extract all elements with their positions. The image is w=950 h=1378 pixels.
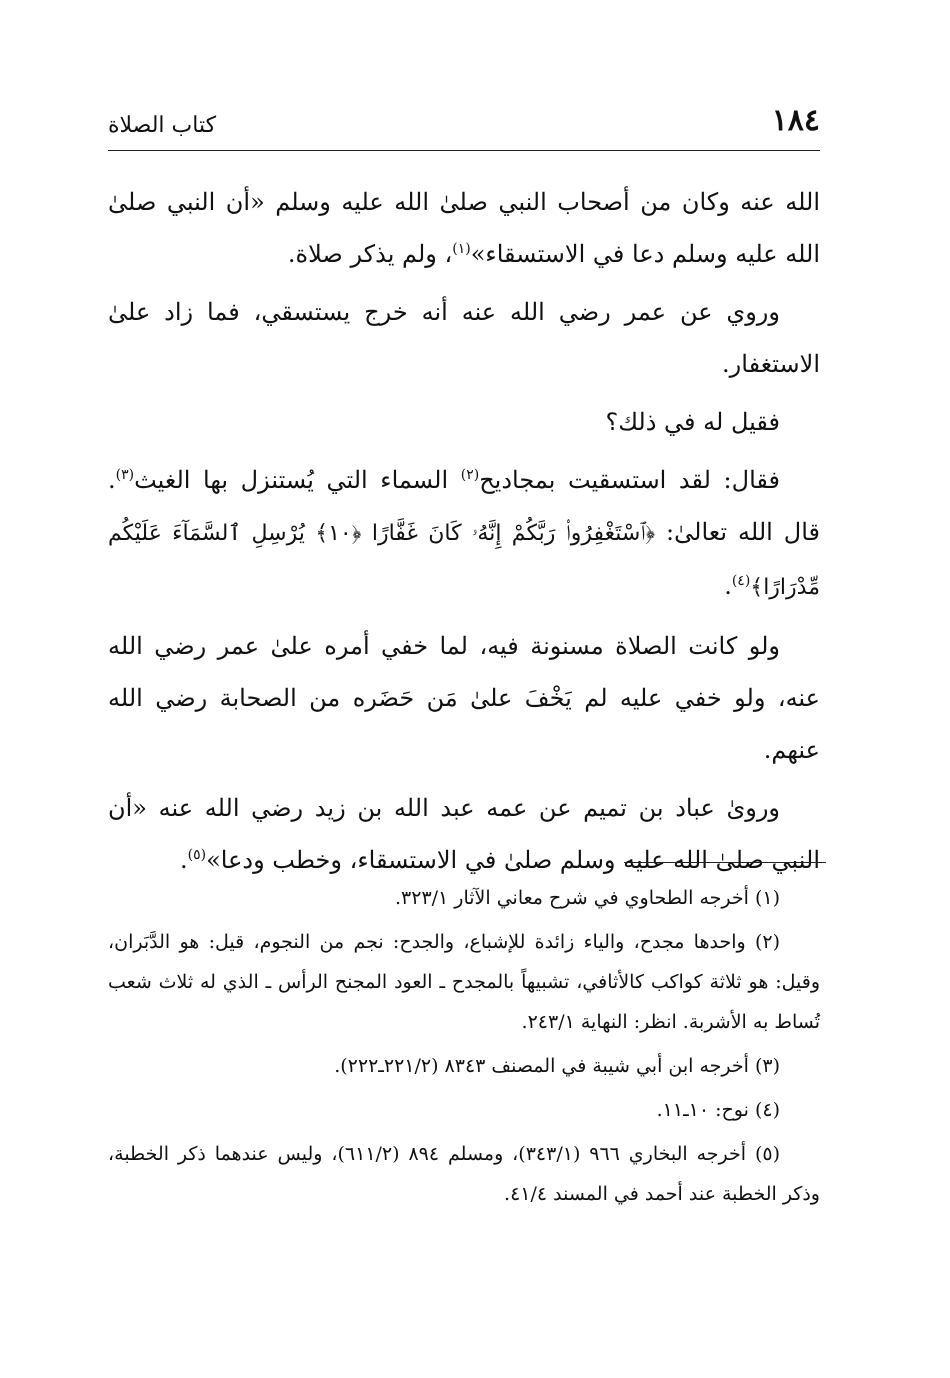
footnote-ref-2: (٢) (460, 467, 480, 483)
footnote-separator (624, 862, 826, 863)
footnote-2: (٢) واحدها مجدح، والياء زائدة للإشباع، والجدح: نجم من النجوم، قيل: هو الدَّبَران، وقيل: هو ثلاثة كواكب كالأثافي، تشبيهاً بالمجدح ـ العود المجنح الرأس ـ الذي له ثلاث شعب تُساط به الأشربة. انظر: النهاية ٢٤٣/١. (108, 931, 820, 1033)
footnote-ref-5: (٥) (187, 847, 207, 863)
footnotes (108, 878, 820, 1218)
paragraph-2: وروي عن عمر رضي الله عنه أنه خرج يستسقي، فما زاد علىٰ الاستغفار. (108, 298, 820, 378)
paragraph-4-text-b: السماء التي يُستنزل بها الغيث (134, 466, 461, 494)
paragraph-6-text-a: ورویٰ عباد بن تميم عن عمه عبد الله بن زيد رضي الله عنه «أن النبي صلىٰ الله عليه وسلم صلىٰ في الاستسقاء، وخطب ودعا» (108, 794, 820, 874)
paragraph-1 (108, 176, 820, 280)
paragraph-6-text-b: . (179, 846, 188, 874)
paragraph-6 (108, 782, 820, 886)
paragraph-4 (108, 454, 820, 614)
page-number: ١٨٤ (771, 103, 820, 138)
footnote-ref-3: (٣) (115, 467, 135, 483)
footnote-1: (١) أخرجه الطحاوي في شرح معاني الآثار ٣٢٣/١. (394, 887, 780, 909)
paragraph-4-text-d: . (724, 572, 732, 600)
footnote-4: (٤) نوح: ١٠ـ١١. (656, 1099, 780, 1121)
paragraph-3: فقيل له في ذلك؟ (605, 408, 780, 436)
paragraph-1-text-b: ، ولم يذكر صلاة. (287, 240, 453, 268)
footnote-3: (٣) أخرجه ابن أبي شيبة في المصنف ٨٣٤٣ (٢٢١/٢ـ٢٢٢). (334, 1055, 780, 1077)
page-header (108, 100, 820, 151)
quran-verse: ﴿ٱسْتَغْفِرُوا۟ رَبَّكُمْ إِنَّهُۥ كَانَ غَفَّارًا ﴿١٠﴾ يُرْسِلِ ٱلسَّمَآءَ عَلَيْكُم مِّدْرَارًا﴾ (108, 521, 820, 600)
main-text (108, 176, 820, 892)
running-title: كتاب الصلاة (108, 113, 217, 138)
footnote-ref-4: (٤) (731, 573, 751, 589)
footnote-5: (٥) أخرجه البخاري ٩٦٦ (٣٤٣/١)، ومسلم ٨٩٤ (٦١١/٢)، وليس عندهما ذكر الخطبة، وذكر الخطبة عند أحمد في المسند ٤١/٤. (108, 1143, 820, 1205)
footnote-ref-1: (١) (452, 241, 471, 257)
paragraph-4-text-c: . قال الله تعالىٰ: (108, 466, 820, 546)
paragraph-5: ولو كانت الصلاة مسنونة فيه، لما خفي أمره علىٰ عمر رضي الله عنه، ولو خفي عليه لم يَخْفَ علىٰ مَن حَضَره من الصحابة رضي الله عنهم. (108, 632, 820, 764)
paragraph-4-text-a: فقال: لقد استسقيت بمجاديح (479, 466, 780, 494)
paragraph-1-text-a: الله عنه وكان من أصحاب النبي صلىٰ الله عليه وسلم «أن النبي صلىٰ الله عليه وسلم دعا في الاستسقاء» (108, 188, 820, 268)
